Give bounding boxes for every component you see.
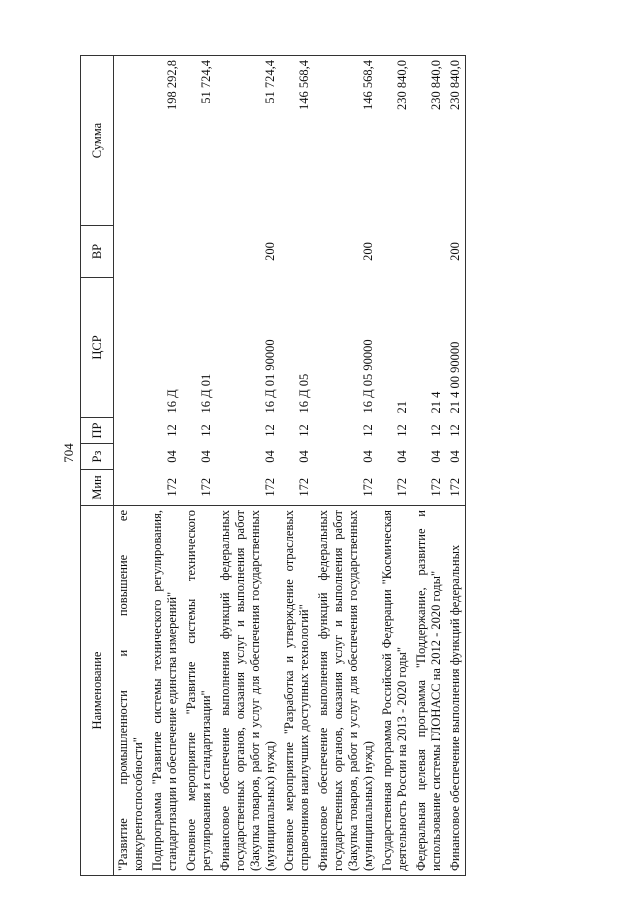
row-name: Федеральная целевая программа "Поддержание, развитие и использование системы ГЛОНАСС на 2012 - 2020 годы" — [412, 506, 446, 876]
table-container — [80, 56, 610, 876]
row-name: Государственная программа Российской Федерации "Космическая деятельность России на 2013 - 2020 годы" — [378, 506, 412, 876]
row-name: Основное мероприятие "Развитие системы технического регулирования и стандартизации" — [182, 506, 216, 876]
row-vr — [114, 226, 149, 278]
row-min: 172 — [429, 477, 443, 497]
row-vr — [148, 226, 182, 278]
row-csr: 16 Д — [165, 389, 179, 414]
row-name: Финансовое обеспечение выполнения функций федеральных государственных органов, оказания услуг и выполнения работ (Закупка товаров, работ и услуг для обеспечения государственных (муниципальных) нужд) — [216, 506, 280, 876]
header-pr: ПР — [81, 418, 114, 444]
row-min: 172 — [165, 477, 179, 497]
row-sum: 230 840,0 — [412, 56, 446, 226]
header-name: Наименование — [81, 506, 114, 876]
row-pr: 12 — [429, 424, 443, 437]
row-pr — [114, 418, 149, 444]
row-vr: 200 — [446, 226, 466, 278]
row-pr: 12 — [297, 424, 311, 437]
rotated-table-frame — [80, 56, 610, 876]
row-name: Финансовое обеспечение выполнения функций федеральных — [446, 506, 466, 876]
row-csr: 21 4 — [429, 391, 443, 414]
row-min: 172 — [361, 477, 375, 497]
row-pr: 12 — [361, 424, 375, 437]
row-min: 172 — [395, 477, 409, 497]
header-min: Мин — [81, 470, 114, 506]
row-vr — [378, 226, 412, 278]
row-vr — [182, 226, 216, 278]
page-number — [56, 438, 82, 468]
row-sum: 198 292,8 — [148, 56, 182, 226]
table-body — [114, 56, 466, 876]
row-sum: 230 840,0 — [378, 56, 412, 226]
row-sum: 146 568,4 — [314, 56, 378, 226]
row-rz: 04 — [263, 450, 277, 463]
row-rz: 04 — [429, 450, 443, 463]
budget-table — [80, 55, 466, 876]
table-header — [81, 56, 114, 876]
table-row — [216, 56, 280, 876]
table-row — [412, 56, 446, 876]
row-min: 172 — [446, 470, 466, 506]
row-vr — [280, 226, 314, 278]
row-pr: 12 — [395, 424, 409, 437]
row-csr: 16 Д 01 90000 — [263, 339, 277, 414]
row-csr: 16 Д 05 90000 — [361, 339, 375, 414]
row-rz: 04 — [199, 450, 213, 463]
row-vr — [412, 226, 446, 278]
page-number-text: 704 — [61, 443, 76, 463]
row-csr — [114, 278, 149, 418]
row-rz: 04 — [446, 444, 466, 470]
row-csr: 21 — [395, 401, 409, 414]
row-rz: 04 — [165, 450, 179, 463]
table-row — [114, 56, 149, 876]
row-name: "Развитие промышленности и повышение ее конкурентоспособности" — [114, 506, 149, 876]
row-name: Финансовое обеспечение выполнения функций федеральных государственных органов, оказания услуг и выполнения работ (Закупка товаров, работ и услуг для обеспечения государственных (муниципальных) нужд) — [314, 506, 378, 876]
table-row — [182, 56, 216, 876]
row-min: 172 — [263, 477, 277, 497]
row-name: Подпрограмма "Развитие системы технического регулирования, стандартизации и обеспечение единства измерений" — [148, 506, 182, 876]
row-sum: 51 724,4 — [182, 56, 216, 226]
row-pr: 12 — [165, 424, 179, 437]
row-sum: 51 724,4 — [216, 56, 280, 226]
table-row — [314, 56, 378, 876]
row-csr: 21 4 00 90000 — [446, 278, 466, 418]
row-name: Основное мероприятие "Разработка и утверждение отраслевых справочников наилучших доступных технологий" — [280, 506, 314, 876]
row-rz: 04 — [361, 450, 375, 463]
row-rz: 04 — [395, 450, 409, 463]
row-min: 172 — [297, 477, 311, 497]
row-min: 172 — [199, 477, 213, 497]
header-sum: Сумма — [81, 56, 114, 226]
row-pr: 12 — [446, 418, 466, 444]
row-rz — [114, 444, 149, 470]
table-row — [378, 56, 412, 876]
header-vr: ВР — [81, 226, 114, 278]
table-row — [446, 56, 466, 876]
row-min — [114, 470, 149, 506]
row-sum — [114, 56, 149, 226]
row-pr: 12 — [199, 424, 213, 437]
row-vr: 200 — [361, 242, 375, 261]
row-vr: 200 — [263, 242, 277, 261]
row-rz: 04 — [297, 450, 311, 463]
table-row — [280, 56, 314, 876]
row-pr: 12 — [263, 424, 277, 437]
table-row — [148, 56, 182, 876]
header-csr: ЦСР — [81, 278, 114, 418]
header-rz: Рз — [81, 444, 114, 470]
row-csr: 16 Д 01 — [199, 373, 213, 414]
row-sum: 146 568,4 — [280, 56, 314, 226]
row-csr: 16 Д 05 — [297, 373, 311, 414]
row-sum: 230 840,0 — [446, 56, 466, 226]
